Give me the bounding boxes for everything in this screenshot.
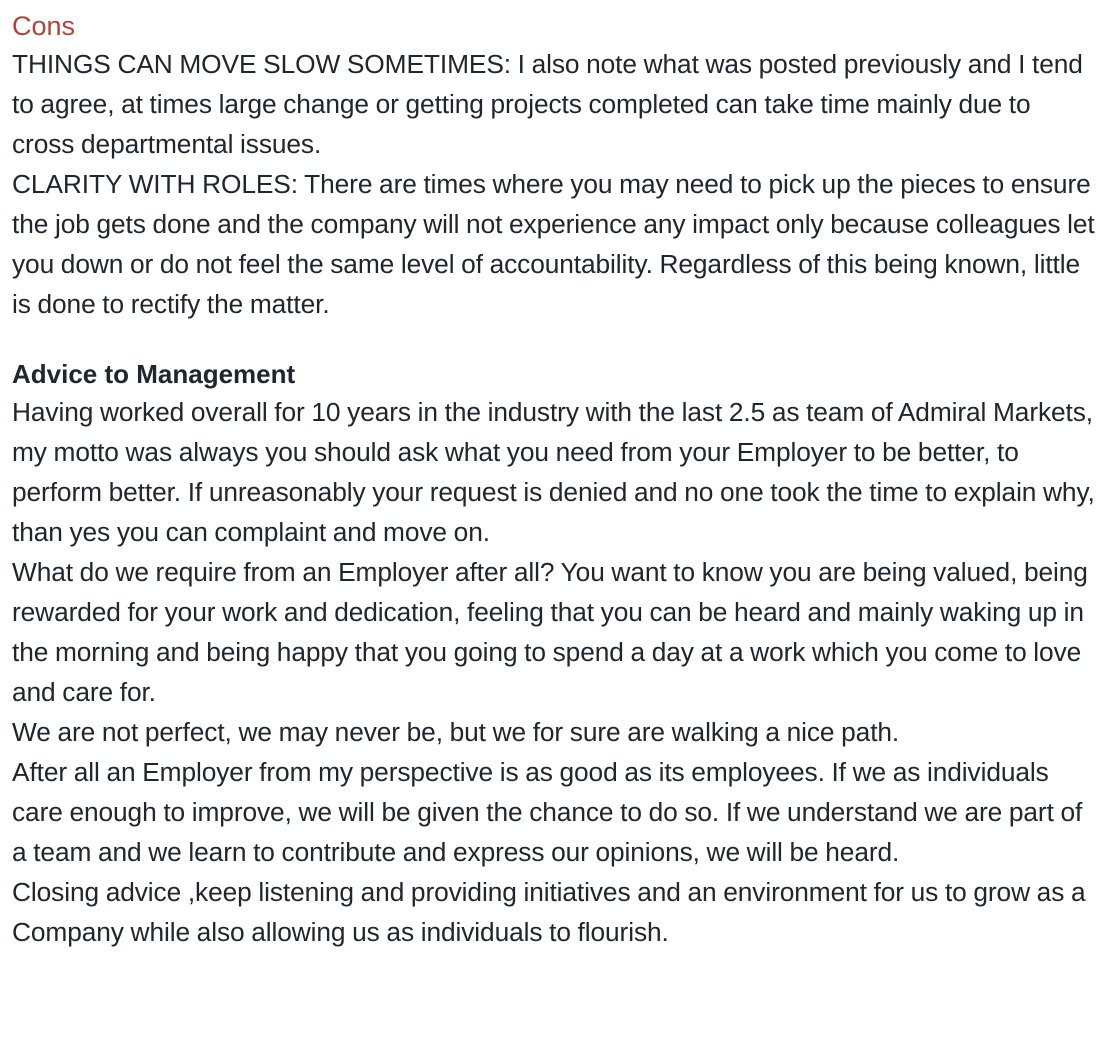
- advice-section: [12, 356, 1096, 952]
- advice-paragraph-4: After all an Employer from my perspective is as good as its employees. If we as individuals care enough to improve, we will be given the chance to do so. If we understand we are part of a team and we learn to contribute and express our opinions, we will be heard.: [12, 757, 1083, 867]
- advice-heading: Advice to Management: [12, 359, 296, 389]
- cons-heading: Cons: [12, 11, 76, 41]
- advice-paragraph-3: We are not perfect, we may never be, but we for sure are walking a nice path.: [12, 717, 900, 747]
- cons-paragraph-2: CLARITY WITH ROLES: There are times where you may need to pick up the pieces to ensure the job gets done and the company will not experience any impact only because colleagues let you down or do not feel the same level of accountability. Regardless of this being known, little is done to rectify the matter.: [12, 169, 1095, 319]
- cons-section: [12, 8, 1096, 324]
- advice-paragraph-5: Closing advice ,keep listening and providing initiatives and an environment for us to grow as a Company while also allowing us as individuals to flourish.: [12, 877, 1086, 947]
- cons-paragraph-1: THINGS CAN MOVE SLOW SOMETIMES: I also note what was posted previously and I tend to agree, at times large change or getting projects completed can take time mainly due to cross departmental issues.: [12, 49, 1083, 159]
- advice-paragraph-1: Having worked overall for 10 years in the industry with the last 2.5 as team of Admiral Markets, my motto was always you should ask what you need from your Employer to be better, to perform better. If unreasonably your request is denied and no one took the time to explain why, than yes you can complaint and move on.: [12, 397, 1095, 547]
- advice-paragraph-2: What do we require from an Employer after all? You want to know you are being valued, being rewarded for your work and dedication, feeling that you can be heard and mainly waking up in the morning and being happy that you going to spend a day at a work which you come to love and care for.: [12, 557, 1088, 707]
- section-spacer: [12, 324, 1096, 356]
